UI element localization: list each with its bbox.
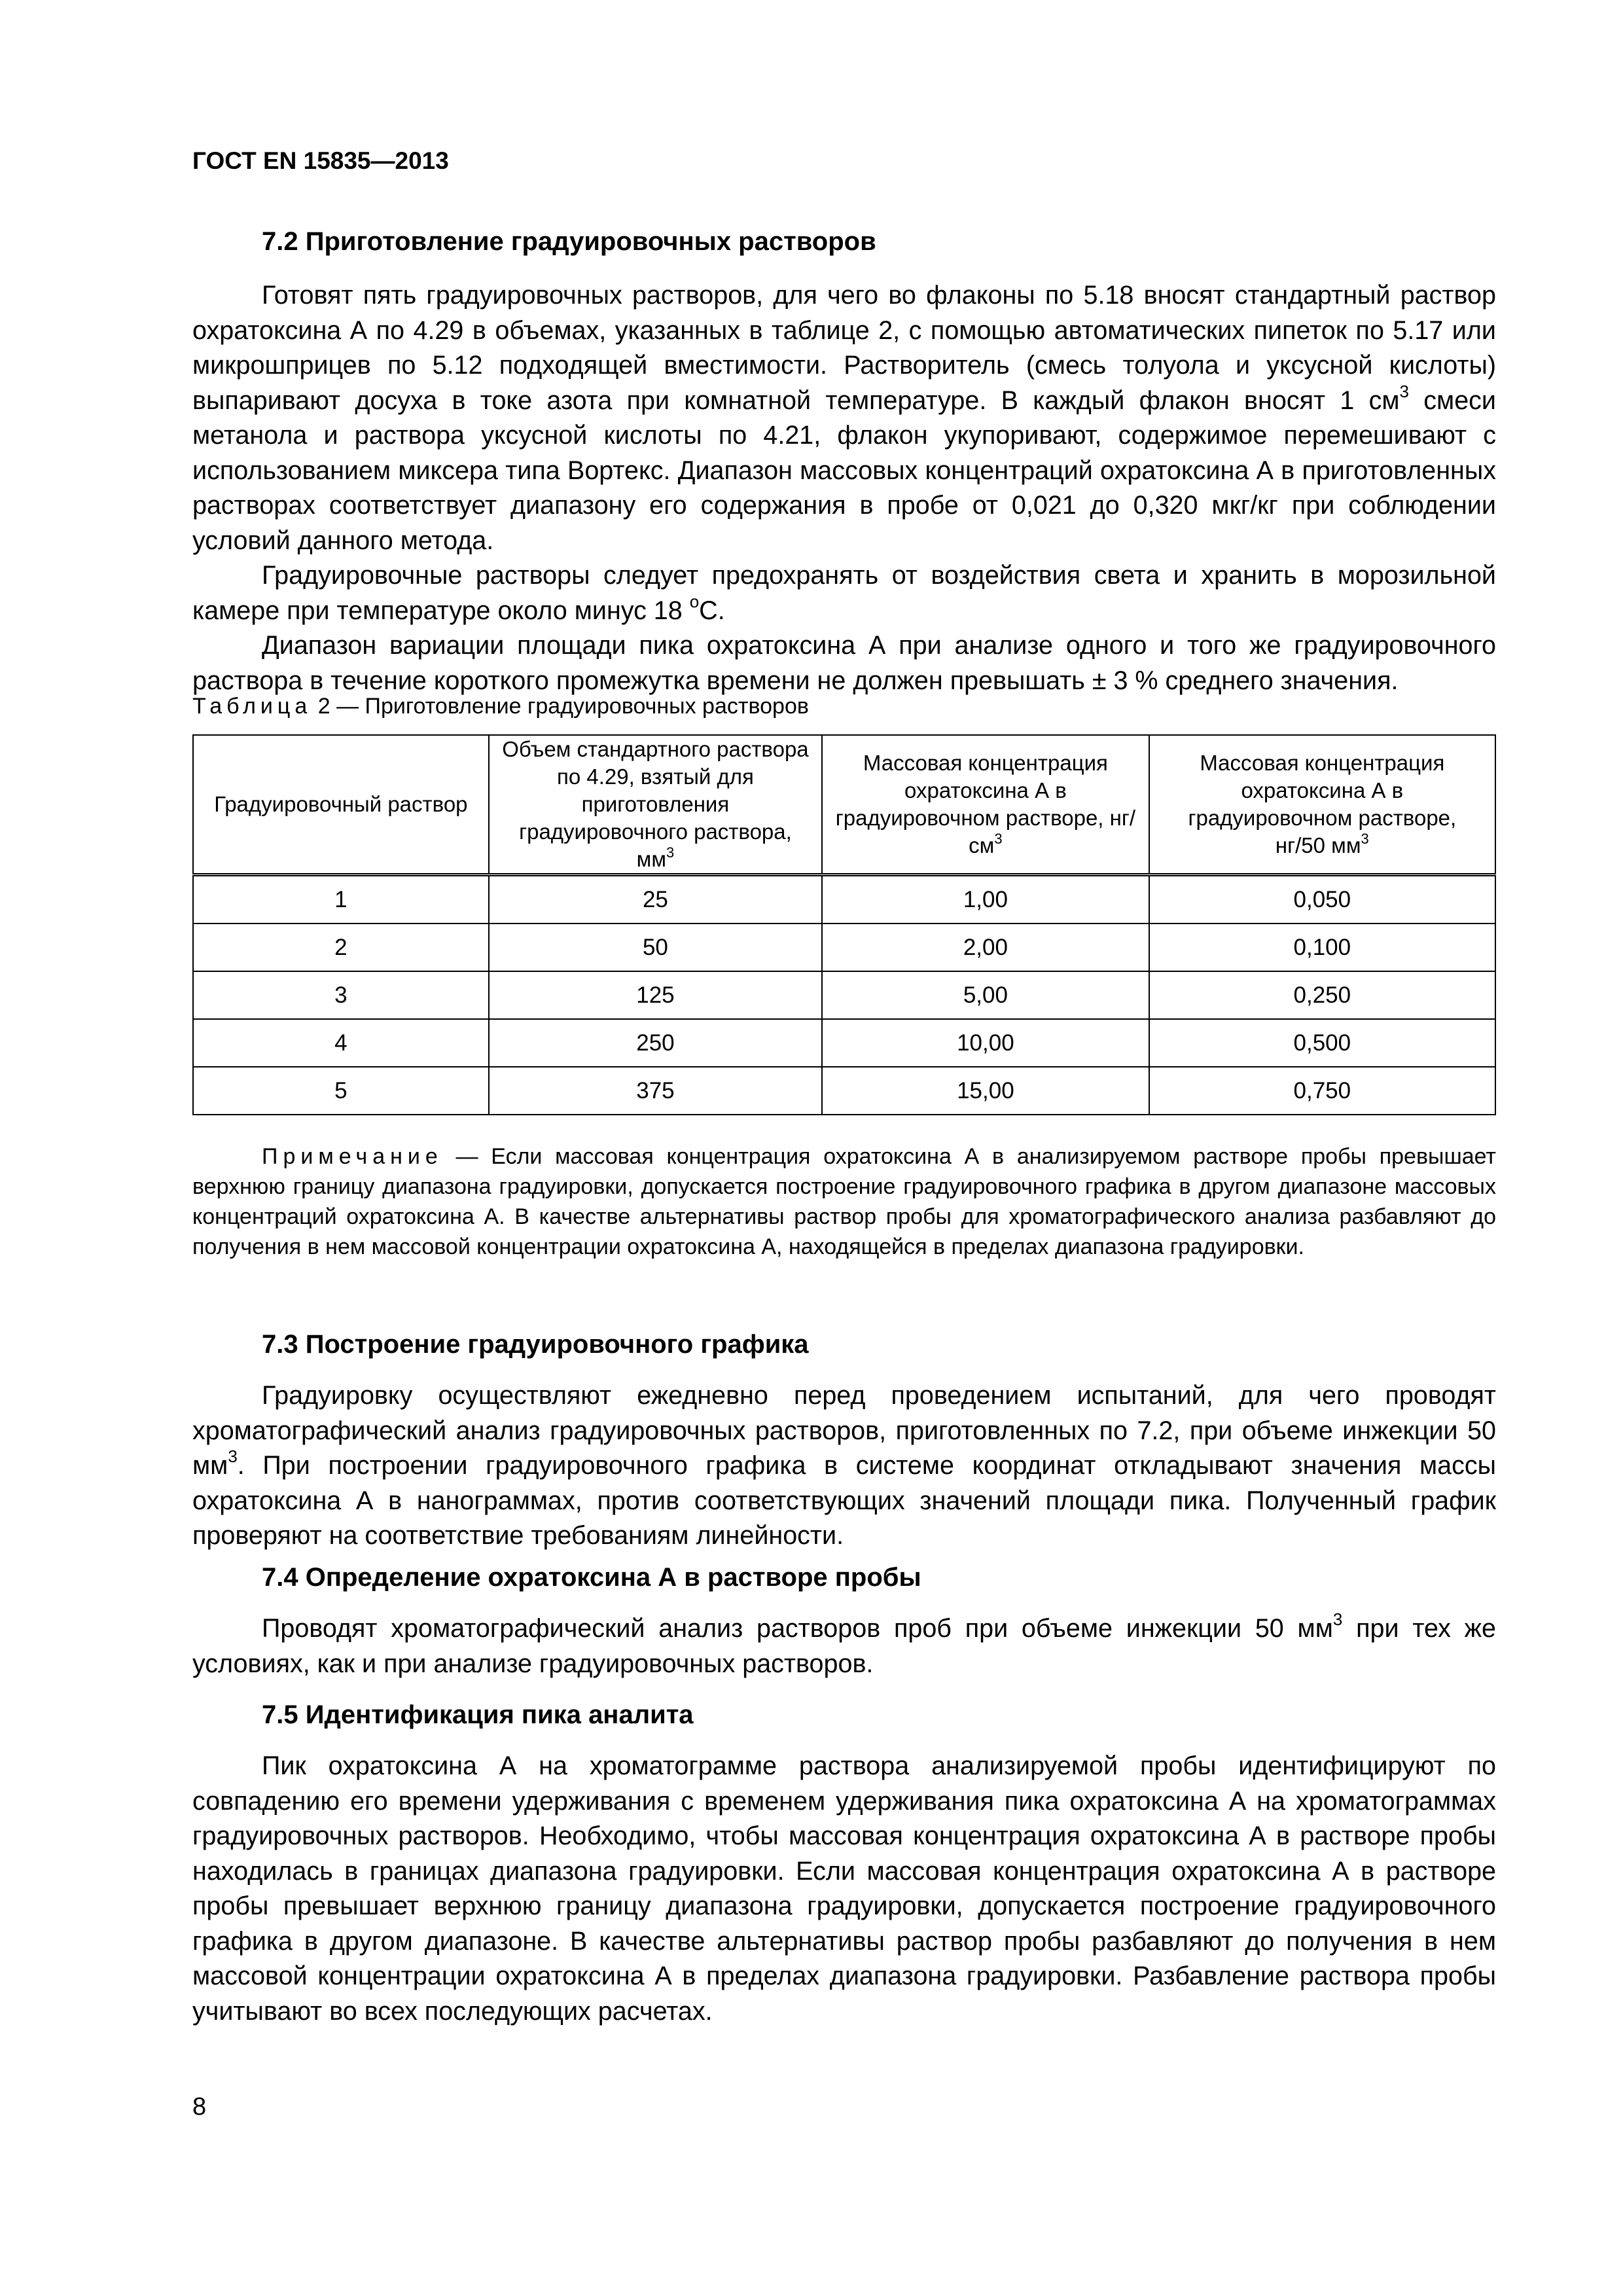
column-header: Градуировочный раствор <box>193 735 489 875</box>
table-cell: 5 <box>193 1067 489 1115</box>
column-header: Массовая концентрация охратоксина А в градуировочном растворе, нг/50 $мм^3$ <box>1149 735 1495 875</box>
document-header: ГОСТ EN 15835—2013 <box>192 147 449 174</box>
section-7-3 <box>192 1327 1496 1554</box>
table-header-row <box>193 735 1495 875</box>
table-cell: 50 <box>489 924 822 971</box>
section-title: 7.4 Определение охратоксина А в растворе пробы <box>262 1563 921 1592</box>
paragraph: Диапазон вариации площади пика охратоксина А при анализе одного и того же градуировочного раствора в течение короткого промежутка времени не должен превышать ± 3 % среднего значения. <box>192 631 1496 695</box>
paragraph: Готовят пять градуировочных растворов, для чего во флаконы по 5.18 вносят стандартный раствор охратоксина А по 4.29 в объемах, указанных в таблице 2, с помощью автоматических пипеток по 5.17 или микрошприцев по 5.12 подходящей вместимости. Растворитель (смесь толуола и уксусной кислоты) выпаривают досуха в токе азота при комнатной температуре. В каждый флакон вносят 1 $см^3$ смеси метанола и раствора уксусной кислоты по 4.21, флакон укупоривают, содержимое перемешивают с использованием миксера типа Вортекс. Диапазон массовых концентраций охратоксина А в приготовленных растворах соответствует диапазону его содержания в пробе от 0,021 до 0,320 мкг/кг при соблюдении условий данного метода. <box>192 281 1496 555</box>
table-cell: 10,00 <box>822 1019 1149 1067</box>
table-cell: 0,050 <box>1149 875 1495 924</box>
paragraph: Пик охратоксина А на хроматограмме раствора анализируемой пробы идентифицируют по совпадению его времени удерживания с временем удерживания пика охратоксина А на хроматограммах градуировочных растворов. Необходимо, чтобы массовая концентрация охратоксина А в растворе пробы находилась в границах диапазона градуировки. Если массовая концентрация охратоксина А в растворе пробы превышает верхнюю границу диапазона градуировки, допускается построение градуировочного графика в другом диапазоне. В качестве альтернативы раствор пробы разбавляют до получения в нем массовой концентрации охратоксина А в пределах диапазона градуировки. Разбавление раствора пробы учитывают во всех последующих расчетах. <box>192 1751 1496 2026</box>
table-cell: 1,00 <box>822 875 1149 924</box>
table-cell: 375 <box>489 1067 822 1115</box>
section-title: 7.5 Идентификация пика аналита <box>262 1700 694 1729</box>
table-cell: 250 <box>489 1019 822 1067</box>
table-row <box>193 1067 1495 1115</box>
table-cell: 0,750 <box>1149 1067 1495 1115</box>
table-cell: 0,500 <box>1149 1019 1495 1067</box>
table-caption: Таблица 2 — Приготовление градуировочных растворов <box>192 694 809 719</box>
table-cell: 125 <box>489 971 822 1019</box>
table-cell: 2 <box>193 924 489 971</box>
table-cell: 15,00 <box>822 1067 1149 1115</box>
table-cell: 0,100 <box>1149 924 1495 971</box>
calibration-table <box>192 734 1496 1115</box>
table-cell: 3 <box>193 971 489 1019</box>
section-7-2 <box>192 224 1496 698</box>
table-cell: 25 <box>489 875 822 924</box>
paragraph: Градуировку осуществляют ежедневно перед проведением испытаний, для чего проводят хроматографический анализ градуировочных растворов, приготовленных по 7.2, при объеме инжекции 50 $мм^3$. При построении градуировочного графика в системе координат откладывают значения массы охратоксина А в нанограммах, против соответствующих значений площади пика. Полученный график проверяют на соответствие требованиям линейности. <box>192 1381 1496 1550</box>
table-row <box>193 924 1495 971</box>
table-cell: 4 <box>193 1019 489 1067</box>
column-header: Массовая концентрация охратоксина А в градуировочном растворе, $нг/см^3$ <box>822 735 1149 875</box>
section-7-5 <box>192 1698 1496 2029</box>
paragraph: Проводят хроматографический анализ растворов проб при объеме инжекции 50 $мм^3$ при тех же условиях, как и при анализе градуировочных растворов. <box>192 1609 1496 1678</box>
table-cell: 5,00 <box>822 971 1149 1019</box>
table-cell: 1 <box>193 875 489 924</box>
table-cell: 0,250 <box>1149 971 1495 1019</box>
table-row <box>193 875 1495 924</box>
table-note: Примечание — Если массовая концентрация охратоксина А в анализируемом растворе пробы превышает верхнюю границу диапазона градуировки, допускается построение градуировочного графика в другом диапазоне массовых концентраций охратоксина А. В качестве альтернативы раствор пробы для хроматографического анализа разбавляют до получения в нем массовой концентрации охратоксина А, находящейся в пределах диапазона градуировки. <box>192 1144 1496 1259</box>
table-row <box>193 1019 1495 1067</box>
page-number: 8 <box>192 2093 207 2121</box>
section-title: 7.3 Построение градуировочного графика <box>262 1330 809 1359</box>
table-row <box>193 971 1495 1019</box>
paragraph: Градуировочные растворы следует предохранять от воздействия света и хранить в морозильной камере при температуре около минус 18 $^о$С. <box>192 561 1496 625</box>
section-7-4 <box>192 1560 1496 1681</box>
table-cell: 2,00 <box>822 924 1149 971</box>
column-header: Объем стандартного раствора по 4.29, взятый для приготовления градуировочного раствора, $мм^3$ <box>489 735 822 875</box>
section-title: 7.2 Приготовление градуировочных растворов <box>262 227 876 256</box>
